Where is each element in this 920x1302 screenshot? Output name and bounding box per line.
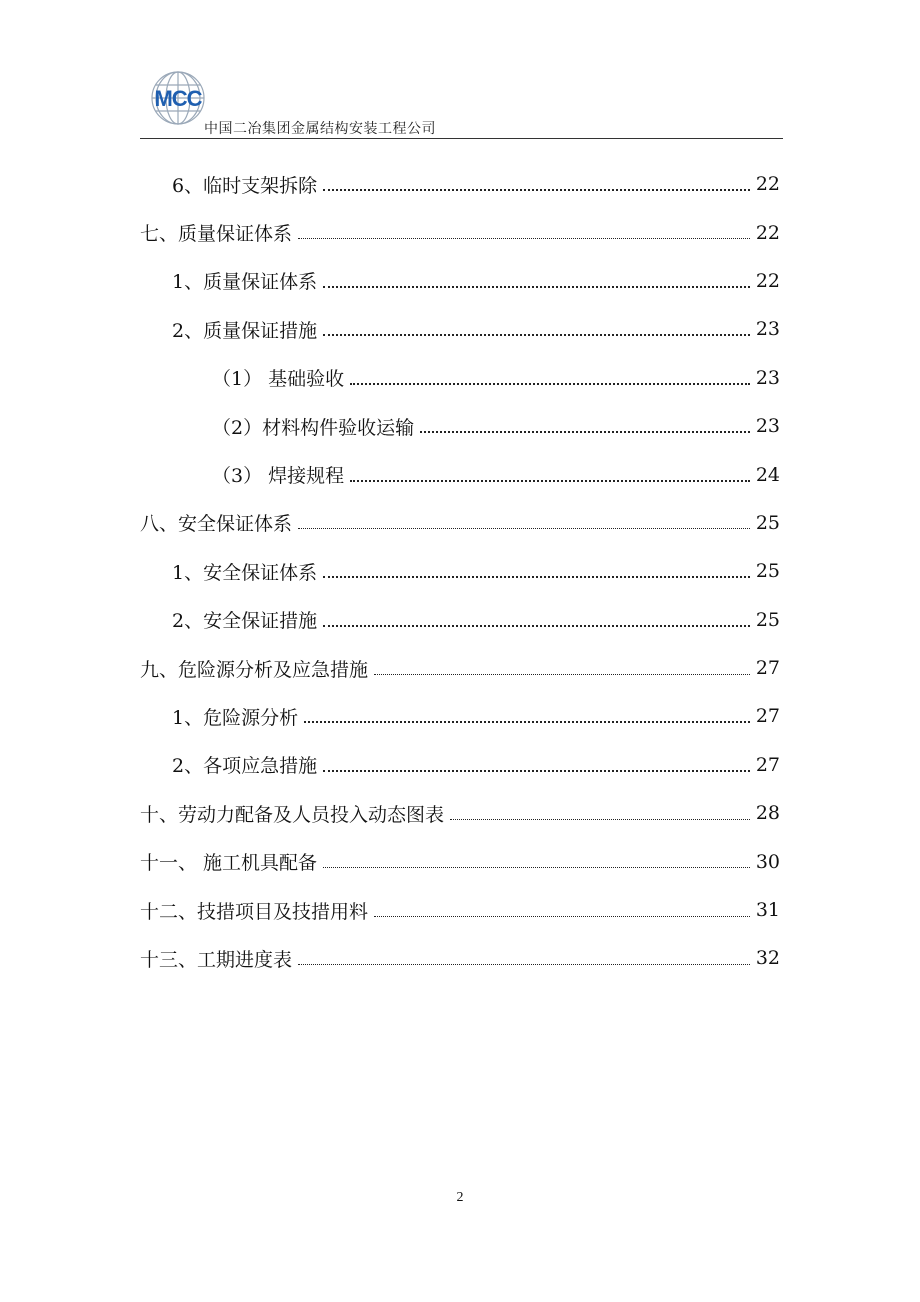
toc-entry-page: 22 xyxy=(755,173,780,196)
toc-entry-page: 23 xyxy=(755,415,780,438)
toc-entry-page: 28 xyxy=(755,802,780,825)
toc-entry[interactable] xyxy=(140,741,780,789)
toc-entry-label: 6、临时支架拆除 xyxy=(172,174,318,197)
toc-dot-leader xyxy=(298,238,750,239)
toc-entry-label: 十二、技措项目及技措用料 xyxy=(140,900,369,923)
table-of-contents xyxy=(140,160,780,983)
toc-entry-page: 22 xyxy=(755,221,780,244)
toc-entry[interactable] xyxy=(140,547,780,595)
toc-dot-leader xyxy=(323,867,750,868)
toc-entry[interactable] xyxy=(140,934,780,982)
toc-entry-page: 27 xyxy=(755,657,780,680)
toc-entry-label: 八、安全保证体系 xyxy=(140,513,293,536)
toc-dot-leader xyxy=(374,674,750,675)
toc-dot-leader xyxy=(323,576,750,578)
toc-dot-leader xyxy=(304,721,750,723)
toc-dot-leader xyxy=(323,334,750,336)
toc-entry-page: 23 xyxy=(755,366,780,389)
toc-entry[interactable] xyxy=(140,789,780,837)
toc-dot-leader xyxy=(323,189,750,191)
toc-entry-page: 27 xyxy=(755,753,780,776)
toc-entry-label: 七、质量保证体系 xyxy=(140,223,293,246)
toc-dot-leader xyxy=(420,431,750,433)
toc-dot-leader xyxy=(374,916,750,917)
toc-entry-label: 九、危险源分析及应急措施 xyxy=(140,658,369,681)
toc-entry-page: 24 xyxy=(755,463,780,486)
toc-entry-label: 2、各项应急措施 xyxy=(172,755,318,778)
toc-entry-label: 2、质量保证措施 xyxy=(172,319,318,342)
toc-entry-label: （2）材料构件验收运输 xyxy=(212,416,415,439)
toc-entry[interactable] xyxy=(140,499,780,547)
toc-entry-page: 23 xyxy=(755,318,780,341)
toc-dot-leader xyxy=(450,819,750,820)
logo-text: MCC xyxy=(154,86,202,111)
toc-dot-leader xyxy=(323,625,750,627)
company-name: 中国二冶集团金属结构安装工程公司 xyxy=(204,121,436,137)
toc-entry[interactable] xyxy=(140,160,780,208)
toc-entry-page: 27 xyxy=(755,705,780,728)
toc-entry-page: 31 xyxy=(755,899,780,922)
toc-entry-page: 25 xyxy=(755,560,780,583)
toc-entry-label: 十三、工期进度表 xyxy=(140,948,293,971)
toc-entry-label: 十一、 施工机具配备 xyxy=(140,852,318,875)
mcc-logo-icon xyxy=(146,68,210,132)
toc-entry[interactable] xyxy=(140,692,780,740)
toc-entry[interactable] xyxy=(140,402,780,450)
toc-entry-label: 1、危险源分析 xyxy=(172,706,299,729)
toc-entry[interactable] xyxy=(140,450,780,498)
toc-entry-label: 十、劳动力配备及人员投入动态图表 xyxy=(140,803,445,826)
toc-entry-label: 2、安全保证措施 xyxy=(172,610,318,633)
toc-entry-page: 22 xyxy=(755,269,780,292)
toc-dot-leader xyxy=(298,528,750,529)
toc-entry-label: 1、质量保证体系 xyxy=(172,271,318,294)
toc-entry[interactable] xyxy=(140,886,780,934)
toc-dot-leader xyxy=(323,770,750,772)
toc-entry-page: 32 xyxy=(755,947,780,970)
toc-entry[interactable] xyxy=(140,837,780,885)
toc-entry[interactable] xyxy=(140,644,780,692)
toc-entry[interactable] xyxy=(140,257,780,305)
toc-entry[interactable] xyxy=(140,305,780,353)
toc-dot-leader xyxy=(298,964,750,965)
toc-dot-leader xyxy=(350,480,750,482)
toc-entry-label: （3） 焊接规程 xyxy=(212,465,345,488)
toc-entry[interactable] xyxy=(140,596,780,644)
toc-dot-leader xyxy=(350,383,750,385)
header-divider xyxy=(140,138,783,139)
toc-entry-page: 25 xyxy=(755,511,780,534)
toc-entry[interactable] xyxy=(140,208,780,256)
toc-entry-label: 1、安全保证体系 xyxy=(172,561,318,584)
toc-dot-leader xyxy=(323,286,750,288)
toc-entry-label: （1） 基础验收 xyxy=(212,368,345,391)
page-header xyxy=(140,68,783,140)
toc-entry-page: 30 xyxy=(755,850,780,873)
toc-entry[interactable] xyxy=(140,354,780,402)
page-number: 2 xyxy=(456,1190,464,1205)
toc-entry-page: 25 xyxy=(755,608,780,631)
